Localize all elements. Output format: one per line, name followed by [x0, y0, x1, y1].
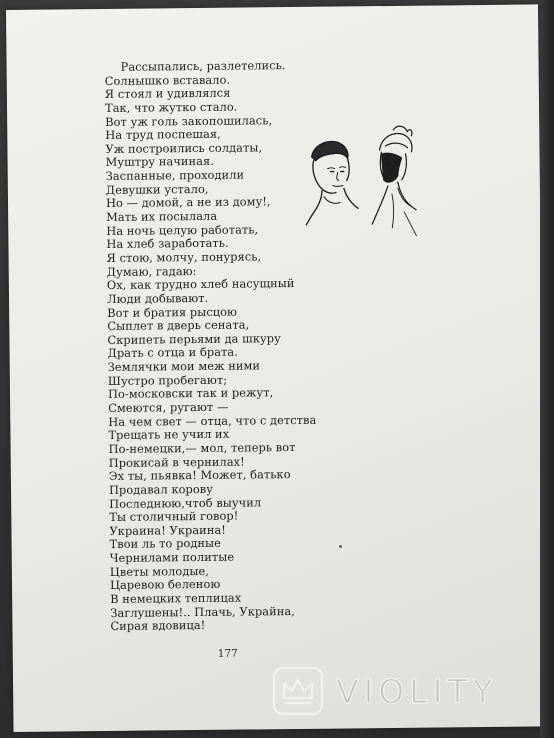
poem-line: Так, что жутко стало.: [104, 99, 238, 115]
background-edge: [540, 0, 554, 738]
poem-line: В немецких теплицах: [110, 590, 242, 606]
paper-speck: [339, 545, 342, 548]
poem-line: Трещать не учил их: [108, 426, 230, 443]
poem-line: Чернилами политые: [109, 549, 235, 566]
poem-line: Я стою, молчу, понурясь,: [106, 249, 262, 265]
woman-portrait: [371, 126, 416, 236]
crown-icon: [272, 666, 324, 716]
poem-line: На чем свет — отца, что с детства: [108, 412, 317, 429]
poem-line: Муштру начиная.: [105, 154, 214, 170]
poem-line: Вот и братия рысцою: [107, 304, 238, 320]
poem-line: На хлеб заработать.: [106, 236, 229, 252]
poem-line: Вот уж голь закопошилась,: [105, 112, 273, 129]
poem-line: Думаю, гадаю:: [106, 263, 197, 279]
poem-line: Сыплет в дверь сената,: [107, 317, 250, 334]
poem-line: Я стоял и удивлялся: [104, 85, 231, 102]
poem-line: Цветы молодые,: [109, 563, 209, 579]
poem-line: Прокисай в чернилах!: [108, 454, 245, 470]
poem-line: Ты столичный говор!: [109, 508, 239, 525]
poem-line: Последнюю,чтоб выучил: [109, 494, 262, 511]
poem-line: Девушки устало,: [105, 181, 209, 197]
watermark: [272, 666, 542, 720]
man-portrait: [305, 141, 358, 225]
poem-line: Эх ты, пьявка! Может, батько: [108, 467, 291, 484]
portrait-illustration: [301, 124, 422, 245]
poem-line: На труд поспешая,: [105, 126, 221, 143]
poem-line: Рассыпались, разлетелись.: [120, 58, 286, 74]
poem-line: Скрипеть перьями да шкуру: [107, 330, 281, 347]
poem-line: Продавал корову: [108, 481, 214, 497]
poem-line: Землячки мои меж ними: [107, 358, 261, 375]
poem-line: Твои ль то родные: [109, 536, 222, 552]
poem-line: Сирая вдовица!: [110, 618, 206, 634]
poem-line: Мать их посылала: [106, 208, 218, 225]
poem-line: Царевою беленою: [109, 577, 221, 593]
poem-line: Драть с отца и брата.: [107, 345, 238, 361]
poem-line: Украина! Украина!: [109, 522, 226, 538]
poem-line: Заглушены!.. Плачь, Украйна,: [110, 603, 295, 620]
poem-line: Но — домой, а не из дому!,: [105, 194, 271, 211]
poem-line: Заспанные, проходили: [105, 167, 245, 184]
poem-line: Уж построились солдаты,: [105, 140, 263, 156]
poem-line: Шустро пробегают;: [107, 372, 228, 388]
poem-line: По-немецки,— мол, теперь вот: [108, 439, 296, 456]
poem-line: Солнышко вставало.: [104, 72, 231, 88]
poem-line: Ох, как трудно хлеб насущный: [106, 276, 295, 293]
poem-line: Люди добывают.: [106, 290, 209, 306]
poem-line: По-московски так и режут,: [107, 385, 274, 402]
watermark-text: VIOLITY: [336, 672, 498, 711]
poem-line: Смеются, ругают —: [108, 399, 229, 415]
poem-line: На ночь целую работать,: [106, 222, 259, 238]
book-page: [6, 4, 546, 732]
page-number: 177: [217, 647, 238, 660]
